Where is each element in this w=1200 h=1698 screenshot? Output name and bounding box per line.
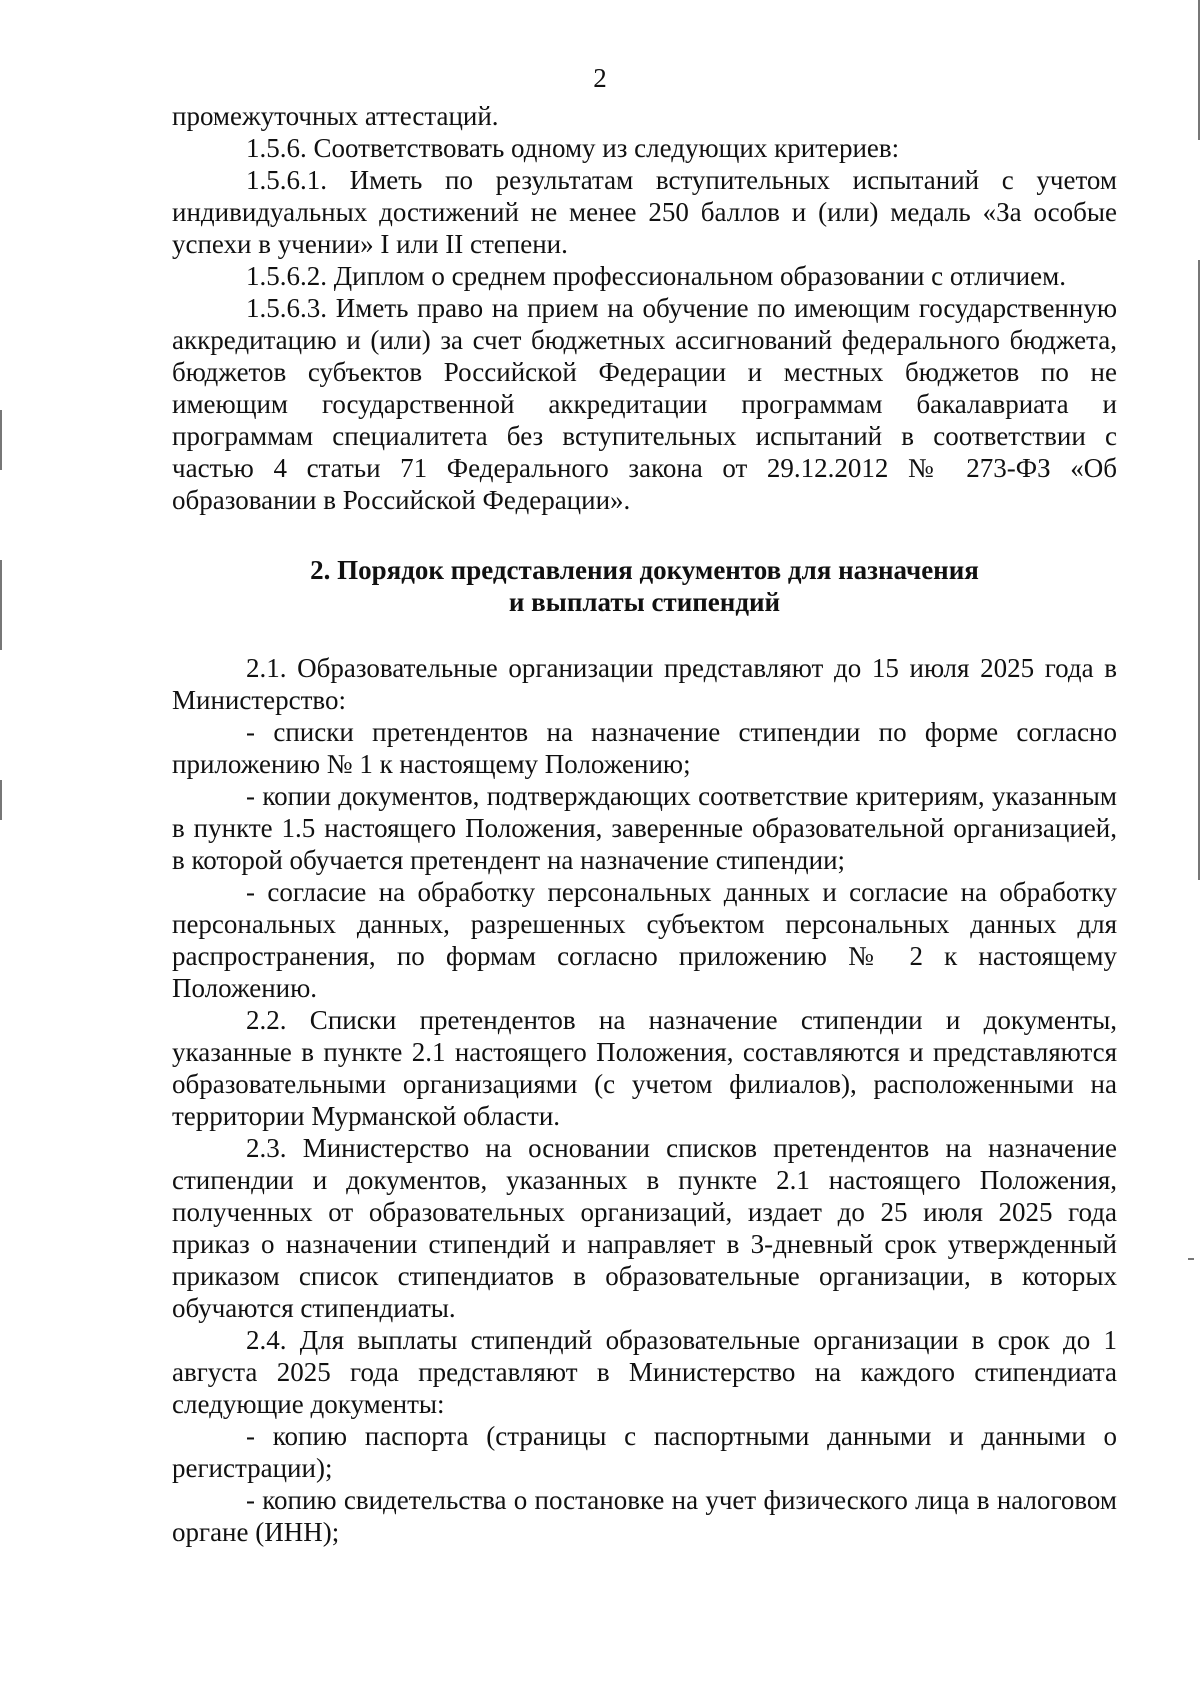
paragraph: 1.5.6.3. Иметь право на прием на обучение по имеющим государственную аккредитацию и (или) за счет бюджетных ассигнований федерального бюджета, бюджетов субъектов Российской Федерации и местных бюджетов по не имеющим государственной аккредитации программам бакалавриата и программам специалитета без вступительных испытаний в соответствии с частью 4 статьи 71 Федерального закона от 29.12.2012 № 273-ФЗ «Об образовании в Российской Федерации». <box>172 293 1117 515</box>
document-body <box>172 100 1117 1548</box>
paragraph: - согласие на обработку персональных данных и согласие на обработку персональных данных, разрешенных субъектом персональных данных для распространения, по формам согласно приложению № 2 к настоящему Положению. <box>172 877 1117 1003</box>
paragraph: 2.2. Списки претендентов на назначение стипендии и документы, указанные в пункте 2.1 настоящего Положения, составляются и представляются образовательными организациями (с учетом филиалов), расположенными на территории Мурманской области. <box>172 1005 1117 1131</box>
scan-edge-mark <box>0 780 2 820</box>
scan-edge-mark <box>0 560 2 650</box>
paragraph: 2.1. Образовательные организации представляют до 15 июля 2025 года в Министерство: <box>172 653 1117 715</box>
paragraphs-before-heading <box>172 100 1117 516</box>
section-heading-line-2: и выплаты стипендий <box>508 587 781 617</box>
paragraph: 2.3. Министерство на основании списков претендентов на назначение стипендии и документов, указанных в пункте 2.1 настоящего Положения, полученных от образовательных организаций, издает до 25 июля 2025 года приказ о назначении стипендий и направляет в 3-дневный срок утвержденный приказом список стипендиатов в образовательные организации, в которых обучаются стипендиаты. <box>172 1133 1117 1323</box>
paragraphs-after-heading <box>172 652 1117 1548</box>
paragraph: - списки претендентов на назначение стипендии по форме согласно приложению № 1 к настоящему Положению; <box>172 717 1117 779</box>
paragraph: - копию свидетельства о постановке на учет физического лица в налоговом органе (ИНН); <box>172 1485 1117 1547</box>
paragraph: - копию паспорта (страницы с паспортными данными и данными о регистрации); <box>172 1421 1117 1483</box>
scan-edge-mark <box>0 410 2 470</box>
page-number: 2 <box>593 63 607 93</box>
paragraph: 2.4. Для выплаты стипендий образовательные организации в срок до 1 августа 2025 года представляют в Министерство на каждого стипендиата следующие документы: <box>172 1325 1117 1419</box>
paragraph: - копии документов, подтверждающих соответствие критериям, указанным в пункте 1.5 настоящего Положения, заверенные образовательной организацией, в которой обучается претендент на назначение стипендии; <box>172 781 1117 875</box>
scan-edge-mark <box>1188 1258 1194 1260</box>
paragraph: промежуточных аттестаций. <box>172 101 499 131</box>
section-heading-line-1: 2. Порядок представления документов для назначения <box>310 555 979 585</box>
paragraph: 1.5.6. Соответствовать одному из следующих критериев: <box>246 133 900 163</box>
paragraph: 1.5.6.2. Диплом о среднем профессиональном образовании с отличием. <box>246 261 1066 291</box>
paragraph: 1.5.6.1. Иметь по результатам вступительных испытаний с учетом индивидуальных достижений не менее 250 баллов и (или) медаль «За особые успехи в учении» I или II степени. <box>172 165 1117 259</box>
section-heading <box>172 554 1117 618</box>
